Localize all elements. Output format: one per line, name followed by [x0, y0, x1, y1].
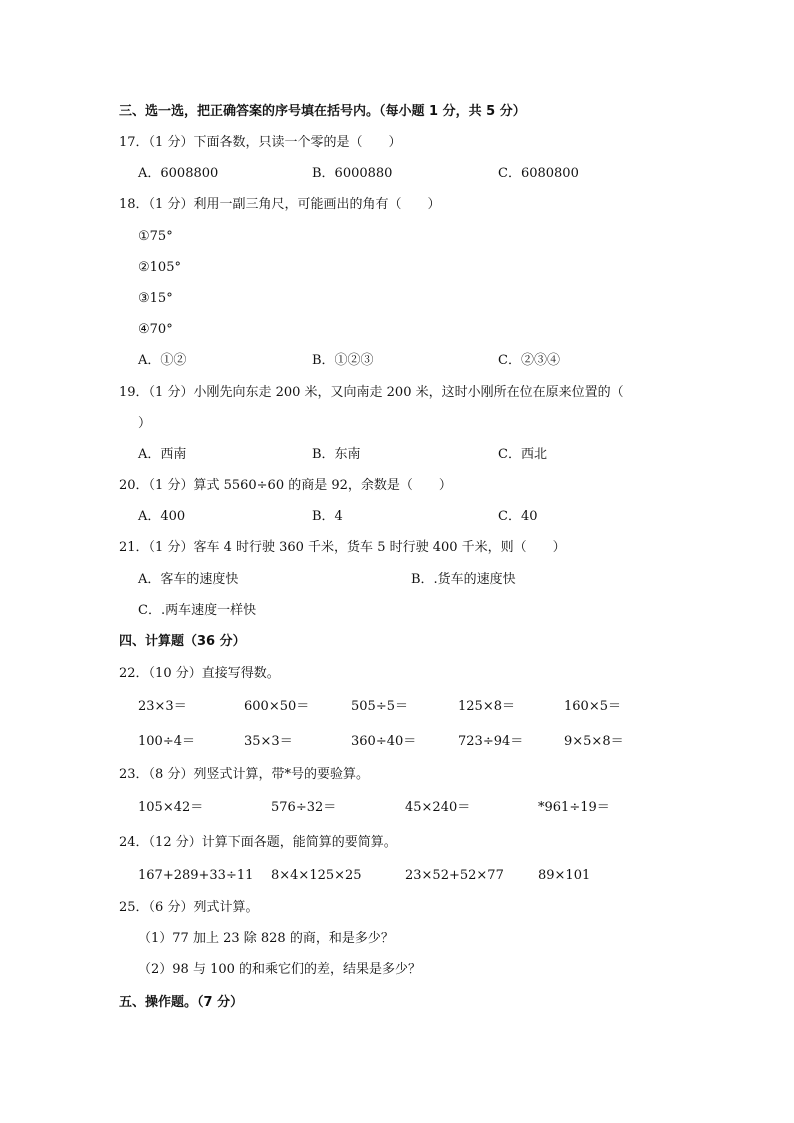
- q18-item-1: ①75°: [138, 229, 173, 244]
- q18-item-2: ②105°: [138, 260, 181, 275]
- q24-expression: 89×101: [538, 868, 591, 883]
- q17-option-b: B．6000880: [312, 166, 393, 181]
- q22-expression: 23×3＝: [138, 699, 187, 714]
- q20-option-c: C．40: [498, 509, 538, 524]
- q20-stem: 20．（1 分）算式 5560÷60 的商是 92，余数是（ ）: [119, 478, 452, 493]
- q19-stem: 19．（1 分）小刚先向东走 200 米，又向南走 200 米，这时小刚所在位在原来位置的（: [119, 385, 624, 400]
- q25-stem: 25．（6 分）列式计算。: [119, 900, 259, 915]
- q22-expression: 35×3＝: [244, 734, 293, 749]
- q20-option-b: B．4: [312, 509, 343, 524]
- q23-stem: 23．（8 分）列竖式计算，带*号的要验算。: [119, 767, 369, 782]
- q17-option-c: C．6080800: [498, 166, 579, 181]
- q18-option-b: B．①②③: [312, 353, 374, 368]
- q23-expression: 105×42＝: [138, 800, 204, 815]
- q22-stem: 22．（10 分）直接写得数。: [119, 666, 280, 681]
- q21-option-c: C．.两车速度一样快: [138, 603, 257, 618]
- q21-option-a: A．客车的速度快: [138, 572, 239, 587]
- q22-expression: 100÷4＝: [138, 734, 195, 749]
- q18-stem: 18．（1 分）利用一副三角尺，可能画出的角有（ ）: [119, 197, 441, 212]
- q24-stem: 24．（12 分）计算下面各题，能简算的要简算。: [119, 835, 397, 850]
- q22-expression: 125×8＝: [458, 699, 515, 714]
- q18-item-4: ④70°: [138, 322, 173, 337]
- q18-option-a: A．①②: [138, 353, 187, 368]
- q19-stem-continued: ）: [138, 416, 152, 431]
- q24-expression: 8×4×125×25: [271, 868, 362, 883]
- q24-expression: 23×52+52×77: [405, 868, 504, 883]
- q23-expression: 576÷32＝: [271, 800, 337, 815]
- q22-expression: 9×5×8＝: [564, 734, 624, 749]
- q19-option-b: B．东南: [312, 447, 361, 462]
- q22-expression: 360÷40＝: [351, 734, 417, 749]
- q19-option-a: A．西南: [138, 447, 187, 462]
- q19-option-c: C．西北: [498, 447, 547, 462]
- q22-expression: 505÷5＝: [351, 699, 408, 714]
- q17-stem: 17．（1 分）下面各数，只读一个零的是（ ）: [119, 135, 402, 150]
- q22-expression: 160×5＝: [564, 699, 621, 714]
- q25-sub-2: （2）98 与 100 的和乘它们的差，结果是多少？: [138, 962, 422, 977]
- section-4-title: 四、计算题（36 分）: [119, 634, 246, 649]
- q21-option-b: B．.货车的速度快: [411, 572, 516, 587]
- q18-item-3: ③15°: [138, 291, 173, 306]
- q22-expression: 600×50＝: [244, 699, 310, 714]
- q23-expression: 45×240＝: [405, 800, 471, 815]
- q17-option-a: A．6008800: [138, 166, 219, 181]
- q20-option-a: A．400: [138, 509, 186, 524]
- section-3-title: 三、选一选，把正确答案的序号填在括号内。（每小题 1 分，共 5 分）: [119, 104, 526, 119]
- q23-expression: *961÷19＝: [538, 800, 610, 815]
- q25-sub-1: （1）77 加上 23 除 828 的商，和是多少？: [138, 931, 394, 946]
- q24-expression: 167+289+33÷11: [138, 868, 254, 883]
- q22-expression: 723÷94＝: [458, 734, 524, 749]
- q18-option-c: C．②③④: [498, 353, 560, 368]
- q21-stem: 21．（1 分）客车 4 时行驶 360 千米，货车 5 时行驶 400 千米，则（ ）: [119, 540, 566, 555]
- section-5-title: 五、操作题。（7 分）: [119, 995, 244, 1010]
